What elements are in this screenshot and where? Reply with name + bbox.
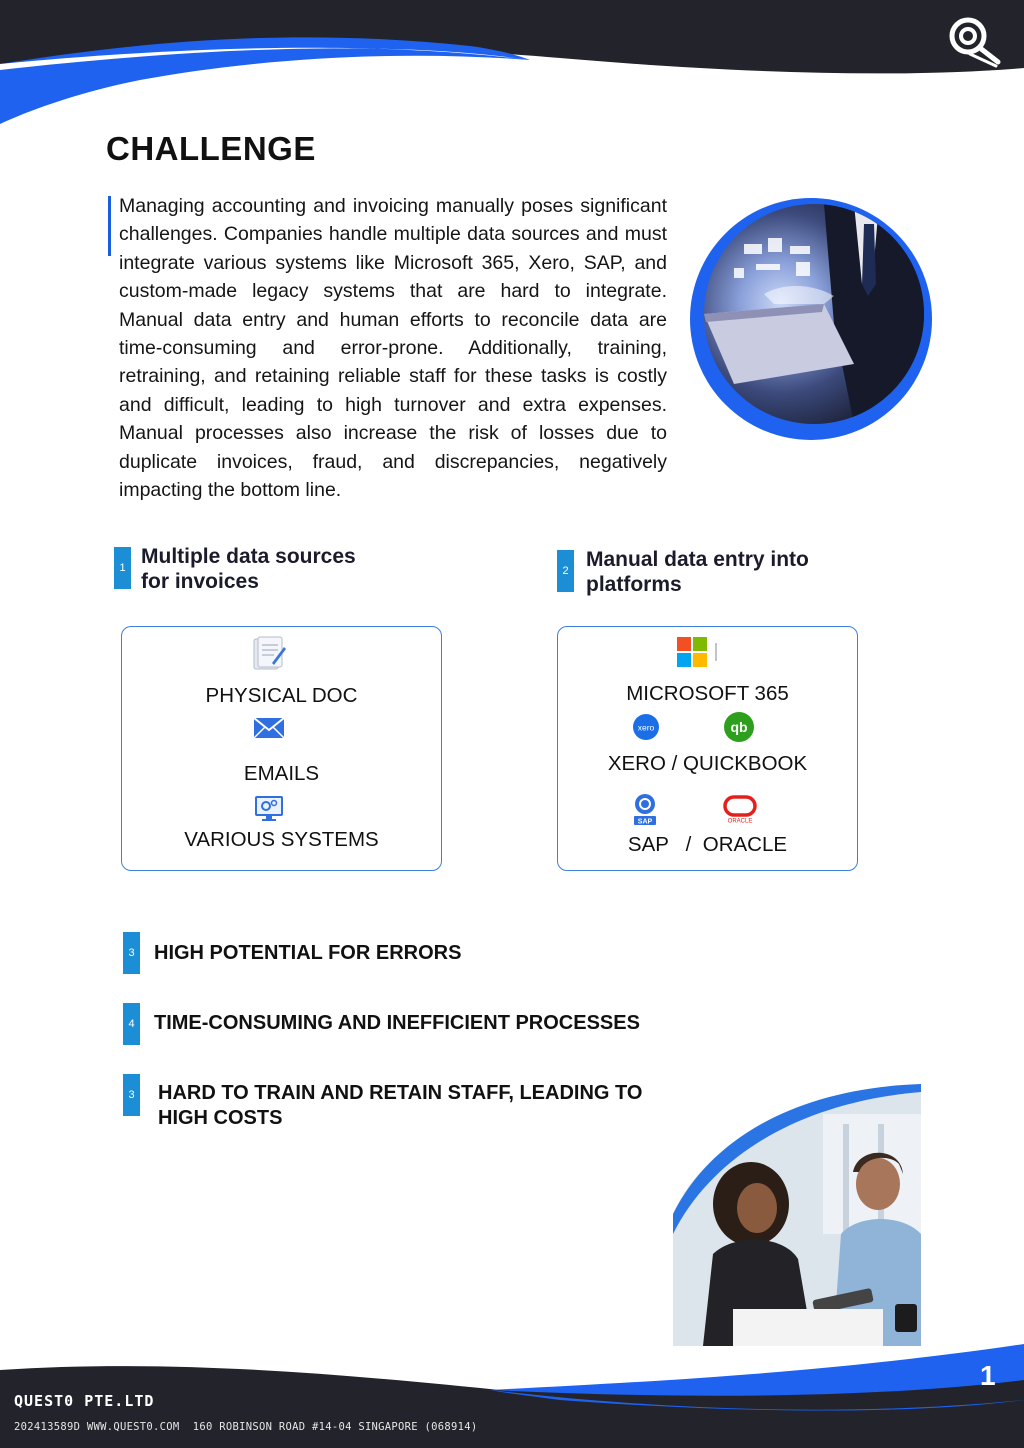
- platform-item: MICROSOFT 365: [626, 682, 789, 705]
- platform-item: XERO / QUICKBOOK: [607, 752, 808, 775]
- challenge-point-line: HIGH POTENTIAL FOR ERRORS: [154, 942, 462, 964]
- section-heading-line: for invoices: [141, 570, 259, 593]
- section-heading-line: Multiple data sources: [141, 545, 356, 568]
- header-band: [0, 0, 1024, 140]
- challenge-point: [154, 1011, 640, 1036]
- svg-text:qb: qb: [730, 719, 748, 735]
- challenge-point-line: TIME-CONSUMING AND INEFFICIENT PROCESSES: [154, 1012, 640, 1034]
- document-icon: [250, 635, 288, 671]
- search-magnifier-logo-icon: [936, 8, 1012, 68]
- computer-systems-icon: [254, 795, 284, 823]
- challenge-point: [154, 941, 461, 966]
- microsoft-logo-icon: [677, 637, 721, 669]
- intro-paragraph: Managing accounting and invoicing manually poses significant challenges. Companies handle multiple data sources and must integrate various systems like Microsoft 365, Xero, SAP, and custom-made legacy systems that are hard to integrate. Manual data entry and human efforts to reconcile data are time-consuming and error-prone. Additionally, training, retraining, and retaining reliable staff for these tasks is costly and difficult, leading to high turnover and extra expenses. Manual processes also increase the risk of losses due to duplicate invoices, fraud, and discrepancies, negatively impacting the bottom line.: [119, 195, 667, 502]
- challenge-point-line: HARD TO TRAIN AND RETAIN STAFF, LEADING TO: [158, 1082, 643, 1104]
- platforms-card: [557, 626, 858, 871]
- section-number-badge: 2: [557, 550, 574, 592]
- challenge-point: [158, 1081, 642, 1131]
- point-number-badge: 4: [123, 1003, 140, 1045]
- team-meeting-photo: [673, 1084, 921, 1346]
- xero-logo-icon: [632, 713, 660, 741]
- section-number-badge: 1: [114, 547, 131, 589]
- footer-company-name: QUEST0 PTE.LTD: [14, 1392, 155, 1410]
- source-item: EMAILS: [243, 762, 320, 785]
- email-envelope-icon: [253, 717, 285, 739]
- section-heading: [586, 547, 809, 597]
- oracle-logo-text: ORACLE: [727, 818, 753, 824]
- oracle-logo-icon: [721, 794, 759, 824]
- page-number: 1: [980, 1360, 996, 1391]
- company-logo: [936, 8, 1012, 68]
- section-heading-line: platforms: [586, 573, 682, 596]
- sap-logo-text: SAP: [637, 818, 653, 826]
- source-item: VARIOUS SYSTEMS: [184, 828, 379, 851]
- challenge-point-line: HIGH COSTS: [158, 1107, 283, 1129]
- xero-logo-text: xero: [637, 722, 655, 733]
- source-item: PHYSICAL DOC: [205, 684, 358, 707]
- section-heading: [141, 544, 356, 594]
- platform-item: SAP / ORACLE: [627, 833, 788, 856]
- point-number-badge: 3: [123, 932, 140, 974]
- sap-logo-icon: [632, 792, 658, 826]
- data-sources-card: [121, 626, 442, 871]
- point-number-badge: 3: [123, 1074, 140, 1116]
- page-title: CHALLENGE: [106, 130, 316, 167]
- businessman-laptop-photo: [704, 204, 924, 424]
- footer-company-info: 202413589D WWW.QUEST0.COM 160 ROBINSON ROAD #14-04 SINGAPORE (068914): [14, 1421, 478, 1433]
- section-heading-line: Manual data entry into: [586, 548, 809, 571]
- intro-accent-bar: [108, 196, 111, 256]
- quickbooks-logo-icon: [723, 711, 755, 743]
